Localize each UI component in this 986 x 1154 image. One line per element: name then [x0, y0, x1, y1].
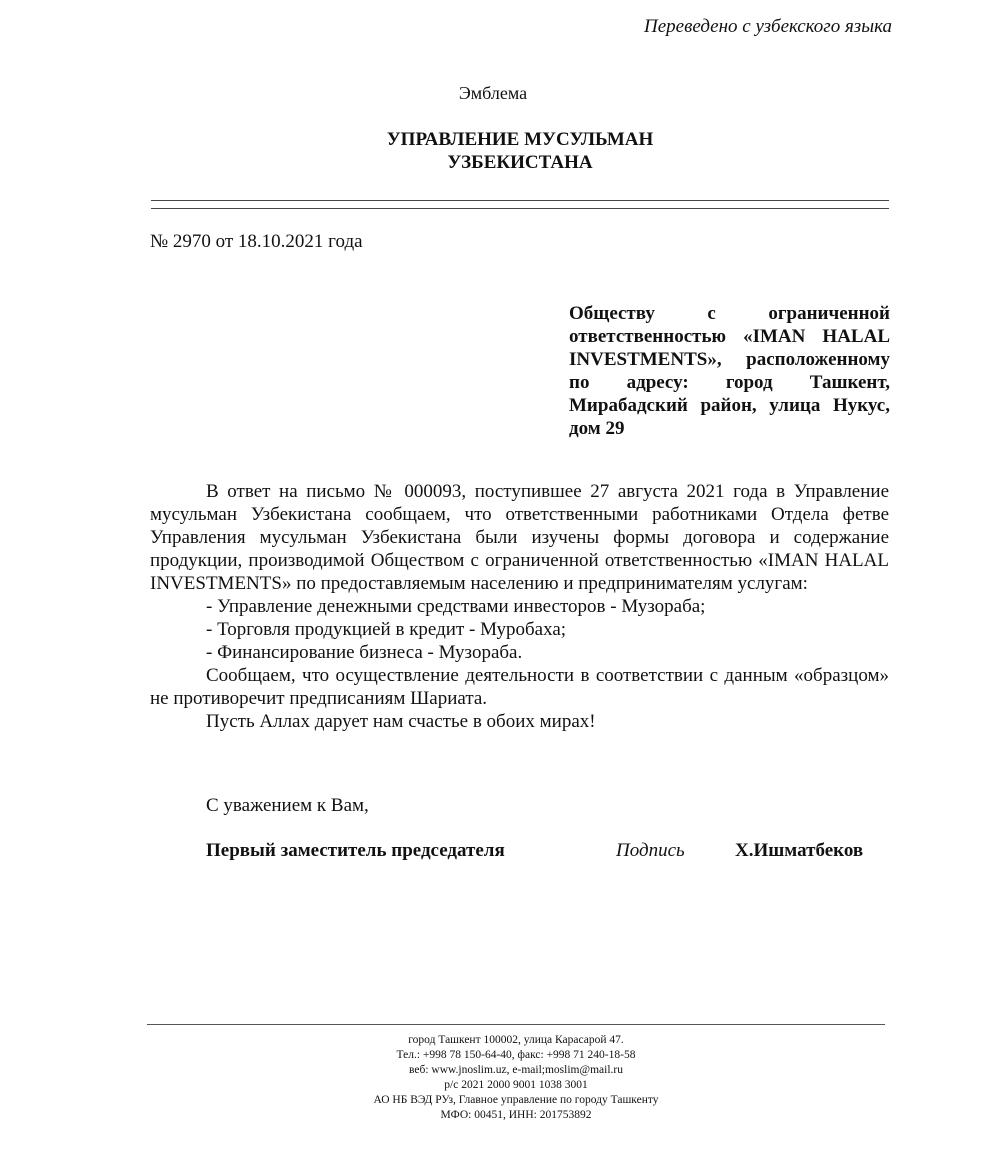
addressee-block: Обществу с ограниченной ответственностью «IMAN HALAL INVESTMENTS», расположенному по адресу: город Ташкент, Мирабадский район, улица Нукус, дом 29	[569, 303, 890, 439]
body-blessing: Пусть Аллах дарует нам счастье в обоих мирах!	[206, 711, 596, 732]
header-divider-bottom	[151, 208, 889, 209]
footer-codes: МФО: 00451, ИНН: 201753892	[440, 1109, 592, 1121]
footer-phones: Тел.: +998 78 150-64-40, факс: +998 71 240-18-58	[396, 1049, 636, 1061]
document-reference: № 2970 от 18.10.2021 года	[150, 231, 363, 252]
organization-title-line-1: УПРАВЛЕНИЕ МУСУЛЬМАН	[386, 129, 654, 150]
footer-web: веб: www.jnoslim.uz, e-mail;moslim@mail.ru	[409, 1064, 623, 1076]
footer-contacts	[147, 1033, 885, 1123]
body-intro-paragraph: В ответ на письмо № 000093, поступившее 27 августа 2021 года в Управление мусульман Узбекистана сообщаем, что ответственными работниками Отдела фетве Управления мусульман Узбекистана были изучены формы договора и содержание продукции, производимой Обществом с ограниченной ответственностью «IMAN HALAL INVESTMENTS» по предоставляемым населению и предпринимателям услугам:	[150, 481, 889, 594]
letter-body	[150, 480, 889, 733]
service-item: - Финансирование бизнеса - Музораба.	[206, 642, 523, 663]
signature-mark: Подпись	[616, 840, 685, 861]
footer-bank: АО НБ ВЭД РУз, Главное управление по городу Ташкенту	[373, 1094, 659, 1106]
organization-title	[0, 128, 986, 174]
signer-title: Первый заместитель председателя	[206, 840, 505, 861]
body-conclusion-paragraph: Сообщаем, что осуществление деятельности в соответствии с данным «образцом» не противоречит предписаниям Шариата.	[150, 665, 889, 709]
closing-salutation: С уважением к Вам,	[206, 795, 369, 816]
footer-divider	[147, 1024, 885, 1025]
translation-note: Переведено с узбекского языка	[644, 16, 892, 37]
header-divider-top	[151, 200, 889, 201]
service-item: - Управление денежными средствами инвесторов - Музораба;	[206, 596, 706, 617]
footer-address: город Ташкент 100002, улица Карасарой 47.	[408, 1034, 624, 1046]
footer-account: р/с 2021 2000 9001 1038 3001	[444, 1079, 588, 1091]
service-item: - Торговля продукцией в кредит - Муробаха;	[206, 619, 567, 640]
signer-name: Х.Ишматбеков	[735, 840, 864, 861]
organization-title-line-2: УЗБЕКИСТАНА	[447, 152, 593, 173]
signature-block	[206, 840, 886, 864]
emblem-label: Эмблема	[458, 83, 528, 103]
